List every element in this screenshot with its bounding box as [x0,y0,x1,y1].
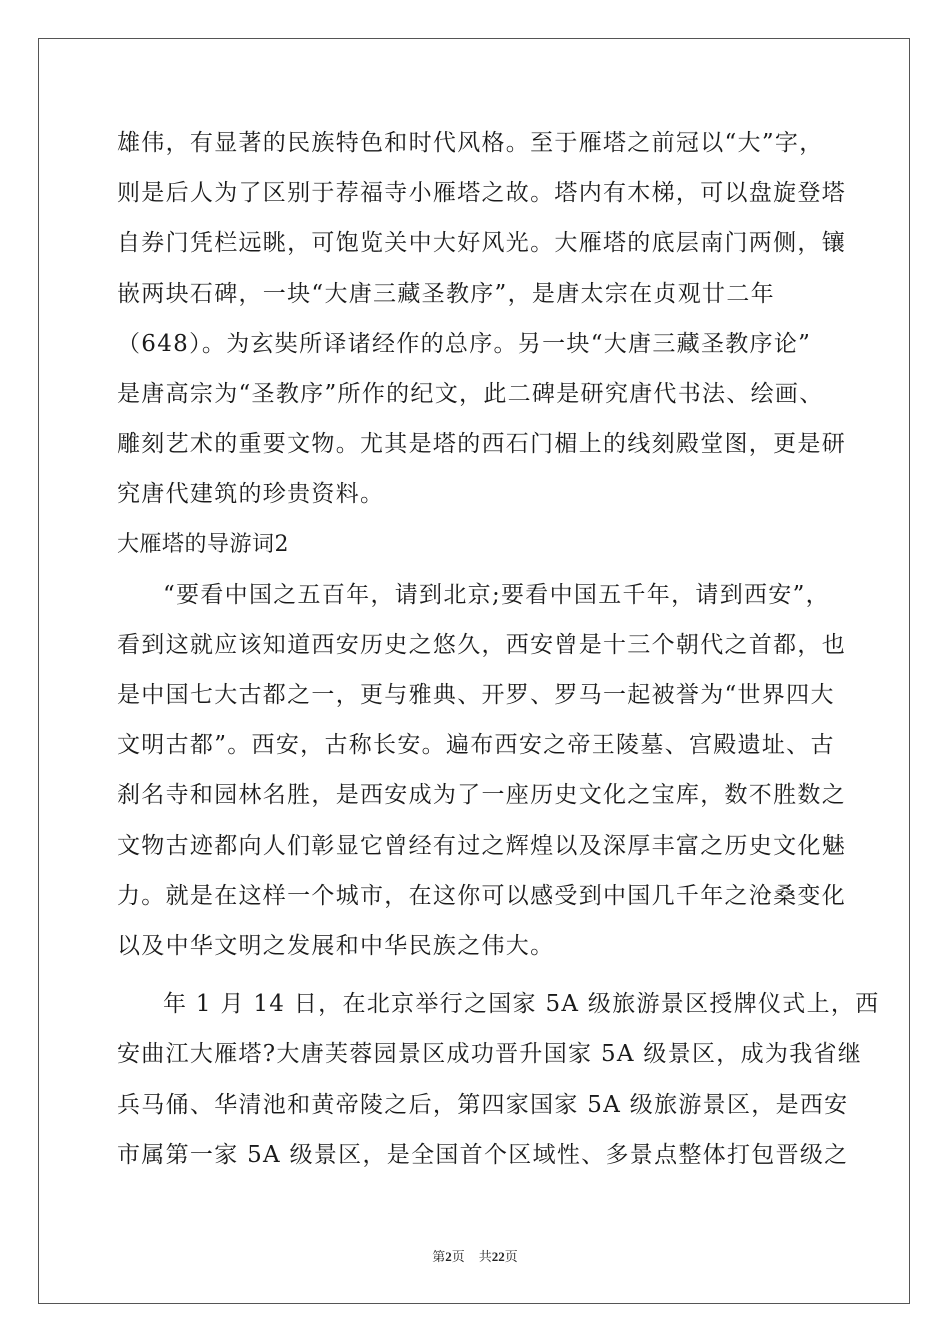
text-line: 以及中华文明之发展和中华民族之伟大。 [117,933,555,959]
text-line: 是唐高宗为“圣教序”所作的纪文，此二碑是研究唐代书法、绘画、 [117,380,824,407]
total-pages: 22 [491,1249,505,1264]
paragraph-3 [117,987,880,1188]
text-line: 力。就是在这样一个城市，在这你可以感受到中国几千年之沧桑变化 [117,882,846,909]
text-line: 雄伟，有显著的民族特色和时代风格。至于雁塔之前冠以“大”字， [117,130,824,156]
text-line: 是中国七大古都之一，更与雅典、开罗、罗马一起被誉为“世界四大 [117,682,835,709]
text-line: 文物古迹都向人们彰显它曾经有过之辉煌以及深厚丰富之历史文化魅 [117,832,846,859]
text-line: 看到这就应该知道西安历史之悠久，西安曾是十三个朝代之首都，也 [117,631,846,658]
text-line: 文明古都”。西安，古称长安。遍布西安之帝王陵墓、宫殿遗址、古 [117,732,835,759]
text-line: 兵马俑、华清池和黄帝陵之后，第四家国家 5A 级旅游景区，是西安 [117,1091,849,1118]
document-body [117,126,880,1188]
total-prefix: 共 [478,1249,492,1264]
page-suffix: 页 [451,1249,465,1264]
page-number: 2 [445,1249,452,1264]
text-line: 雕刻艺术的重要文物。尤其是塔的西石门楣上的线刻殿堂图，更是研 [117,431,846,458]
text-line: 自券门凭栏远眺，可饱览关中大好风光。大雁塔的底层南门两侧，镶 [117,230,846,257]
total-suffix: 页 [504,1249,518,1264]
page-prefix: 第 [432,1249,446,1264]
text-line: 究唐代建筑的珍贵资料。 [117,481,385,508]
text-line: 嵌两块石碑，一块“大唐三藏圣教序”，是唐太宗在贞观廿二年 [117,280,775,307]
text-line: （648）。为玄奘所译诸经作的总序。另一块“大唐三藏圣教序论” [117,330,812,357]
paragraph-1 [117,126,846,528]
paragraph-2 [117,578,846,980]
text-line: 刹名寺和园林名胜，是西安成为了一座历史文化之宝库，数不胜数之 [117,782,846,809]
page-footer [0,1246,950,1265]
section-heading: 大雁塔的导游词2 [117,531,289,557]
text-line: 市属第一家 5A 级景区，是全国首个区域性、多景点整体打包晋级之 [117,1141,849,1168]
text-line: 则是后人为了区别于荐福寺小雁塔之故。塔内有木梯，可以盘旋登塔 [117,180,846,207]
text-line: 安曲江大雁塔?大唐芙蓉园景区成功晋升国家 5A 级景区，成为我省继 [117,1041,863,1068]
text-line: 年 1 月 14 日，在北京举行之国家 5A 级旅游景区授牌仪式上，西 [163,991,880,1018]
text-line: “要看中国之五百年，请到北京;要看中国五千年，请到西安”， [163,581,830,608]
